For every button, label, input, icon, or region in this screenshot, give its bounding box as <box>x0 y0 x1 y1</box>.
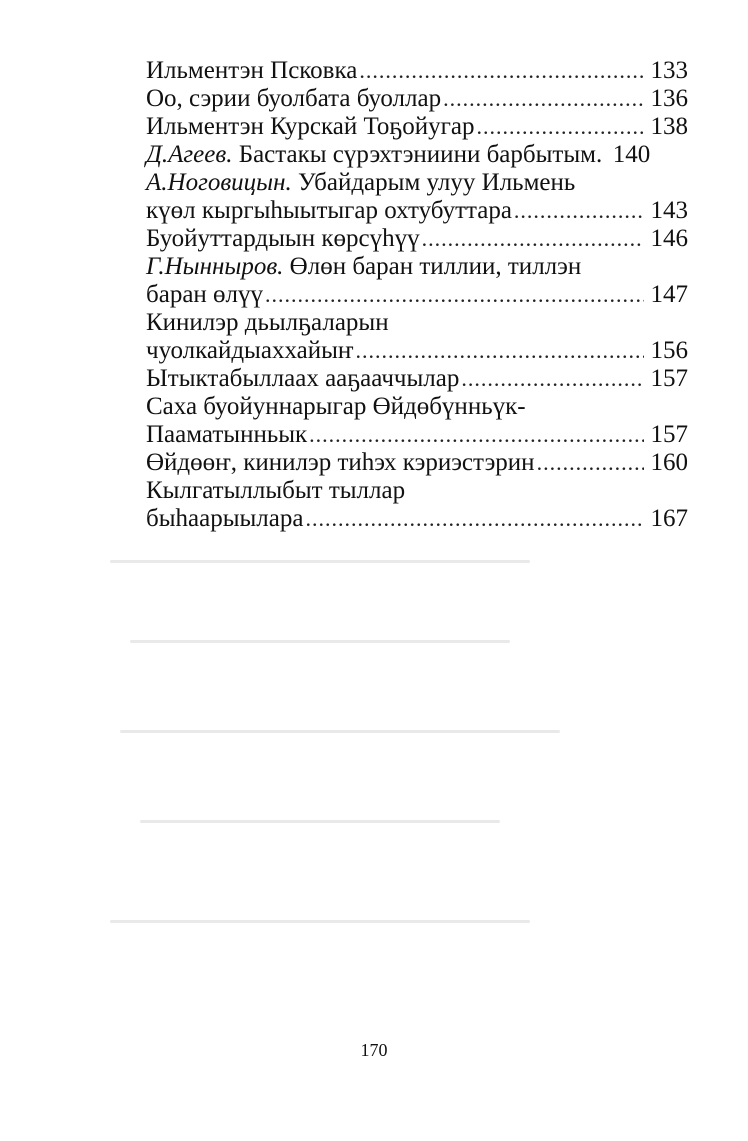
bleed-through-mark <box>110 920 530 923</box>
toc-entry-title: Буойуттардыын көрсүһүү <box>146 225 420 252</box>
toc-entry-title: Ытыктабыллаах ааҕааччылар <box>146 365 460 392</box>
toc-entry-first-line: Убайдарым улуу Ильмень <box>298 169 576 196</box>
toc-page-number: 140 <box>612 141 651 168</box>
toc-entry-first-line: Кылгатыллыбыт тыллар <box>146 477 406 504</box>
leader-dots <box>359 57 644 85</box>
toc-entry-title: Пааматынньык <box>146 421 308 448</box>
toc-page-number: 133 <box>650 57 688 84</box>
toc-entry-first-line: Саха буойуннарыгар Өйдөбүнньүк- <box>146 393 526 420</box>
toc-page-number: 157 <box>650 421 688 448</box>
toc-entry[interactable] <box>146 57 688 85</box>
table-of-contents <box>146 57 688 533</box>
toc-page-number: 147 <box>650 281 688 308</box>
toc-entry-title: күөл кыргыһыытыгар охтубуттара <box>146 197 512 224</box>
bleed-through-mark <box>120 730 560 733</box>
bleed-through-mark <box>130 640 510 643</box>
toc-page-number: 156 <box>650 337 688 364</box>
toc-entry-title: Өйдөөҥ, кинилэр тиһэх кэриэстэрин <box>146 449 535 476</box>
toc-page-number: 167 <box>650 505 688 532</box>
toc-entry[interactable] <box>146 477 688 533</box>
toc-entry[interactable] <box>146 113 688 141</box>
leader-dots <box>514 197 644 225</box>
toc-page-number: 160 <box>650 449 688 476</box>
toc-entry[interactable] <box>146 253 688 309</box>
bleed-through-mark <box>140 820 500 823</box>
toc-page-number: 138 <box>650 113 688 140</box>
toc-entry[interactable] <box>146 365 688 393</box>
toc-author: Г.Нынныров. <box>146 253 284 280</box>
toc-entry[interactable] <box>146 449 688 477</box>
leader-dots <box>537 449 644 477</box>
leader-dots <box>265 281 644 309</box>
toc-entry[interactable] <box>146 85 688 113</box>
toc-entry-title: быһаарыылара <box>146 505 304 532</box>
toc-author: А.Ноговицын. <box>146 169 292 196</box>
toc-entry-title: чуолкайдыаххайыҥ <box>146 337 354 364</box>
toc-entry-title: баран өлүү <box>146 281 264 308</box>
toc-entry-title: Ильментэн Псковка <box>146 57 358 84</box>
toc-entry-title: Бастакы сүрэхтэниини барбытым. <box>238 141 603 168</box>
bleed-through-mark <box>110 560 530 563</box>
toc-entry[interactable] <box>146 169 688 225</box>
toc-entry[interactable] <box>146 225 688 253</box>
toc-entry-first-line: Өлөн баран тиллии, тиллэн <box>289 253 582 280</box>
toc-entry-title: Ильментэн Курскай Тоҕойугар <box>146 113 475 140</box>
leader-dots <box>305 505 644 533</box>
toc-page-number: 146 <box>650 225 688 252</box>
toc-entry[interactable] <box>146 393 688 449</box>
page-number-folio: 170 <box>360 1040 388 1060</box>
toc-page-number: 157 <box>650 365 688 392</box>
toc-page-number: 143 <box>650 197 688 224</box>
leader-dots <box>477 113 644 141</box>
toc-entry-first-line: Кинилэр дьылҕаларын <box>146 309 389 336</box>
toc-entry-text <box>146 141 602 169</box>
toc-page-number: 136 <box>650 85 688 112</box>
toc-entry[interactable] <box>146 141 688 169</box>
leader-dots <box>422 225 644 253</box>
toc-entry-title: Оо, сэрии буолбата буоллар <box>146 85 442 112</box>
leader-dots <box>309 421 644 449</box>
toc-author: Д.Агеев. <box>146 141 233 168</box>
leader-dots <box>443 85 644 113</box>
leader-dots <box>461 365 644 393</box>
toc-entry[interactable] <box>146 309 688 365</box>
leader-dots <box>355 337 644 365</box>
